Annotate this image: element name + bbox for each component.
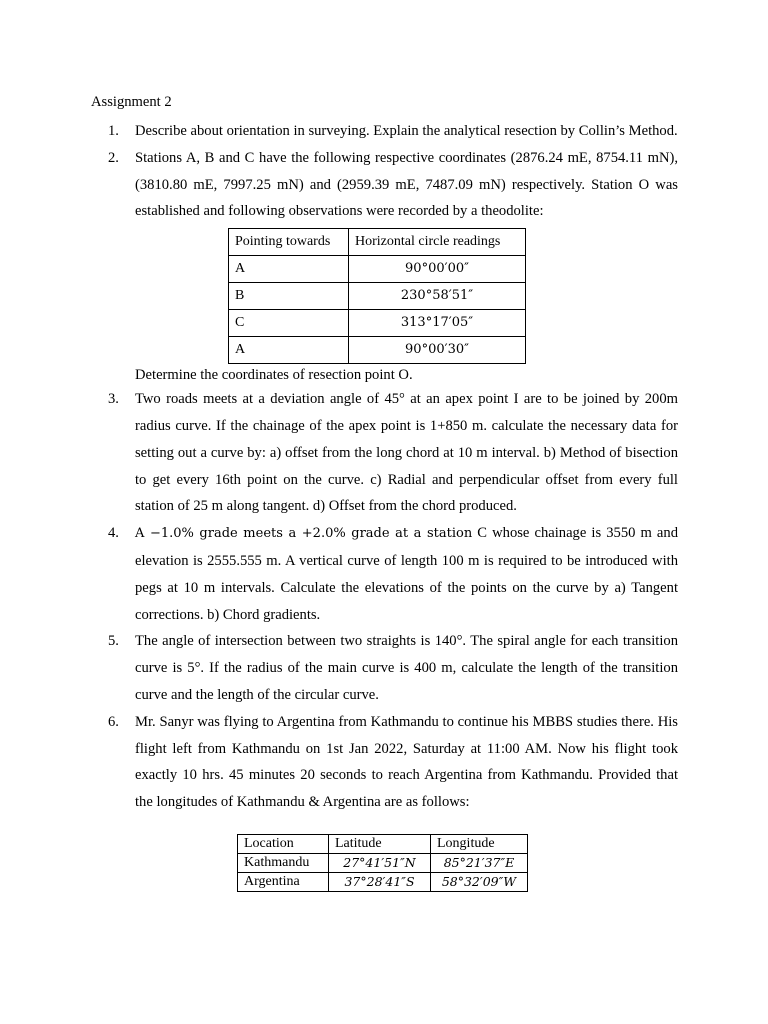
table-row — [229, 283, 526, 310]
table-cell: A — [229, 256, 349, 283]
table-cell: Argentina — [238, 872, 329, 891]
question-text: Stations A, B and C have the following respective coordinates (2876.24 mE, 8754.11 mN), (3810.80 mE, 7997.25 mN) and (2959.39 mE, 7487.09 mN) respectively. Station O was established and following observations were recorded by a theodolite: — [135, 149, 678, 220]
table-header-cell: Horizontal circle readings — [349, 229, 526, 256]
question-3 — [108, 386, 678, 520]
table-header-row — [238, 834, 528, 853]
table-cell: A — [229, 337, 349, 364]
table-cell: 230°58′51″ — [349, 283, 526, 310]
question-number: 1. — [108, 123, 119, 139]
table-cell: 90°00′00″ — [349, 256, 526, 283]
location-table — [237, 834, 528, 892]
question-text: The angle of intersection between two straights is 140°. The spiral angle for each transition curve is 5°. If the radius of the main curve is 400 m, calculate the length of the transition curve and the length of the circular curve. — [135, 633, 678, 703]
table-header-row — [229, 229, 526, 256]
question-4 — [108, 520, 678, 628]
table-cell: Kathmandu — [238, 853, 329, 872]
question-text: Two roads meets at a deviation angle of 45° at an apex point I are to be joined by 200m radius curve. If the chainage of the apex point is 1+850 m. calculate the necessary data for setting out a curve by: a) offset from the long chord at 10 m interval. b) Method of bisection to get every 16th point on the curve. c) Radial and perpendicular offset from every full station of 25 m along tangent. d) Offset from the chord produced. — [135, 391, 678, 515]
grade-math-text: A −1.0% grade meets a +2.0% grade at a station — [135, 526, 473, 542]
question-number: 4. — [108, 525, 119, 542]
question-number: 3. — [108, 391, 119, 408]
table-row — [229, 310, 526, 337]
question-text — [135, 520, 678, 628]
question-2 — [108, 145, 678, 386]
table-cell: 37°28′41″S — [329, 872, 431, 891]
question-number: 5. — [108, 633, 119, 650]
question-text: Describe about orientation in surveying. Explain the analytical resection by Collin’s Method. — [135, 123, 678, 139]
table-row — [229, 256, 526, 283]
table-header-cell: Longitude — [431, 834, 528, 853]
table-header-cell: Location — [238, 834, 329, 853]
question-1 — [108, 118, 678, 145]
table-row — [238, 872, 528, 891]
question-text: Mr. Sanyr was flying to Argentina from Kathmandu to continue his MBBS studies there. His flight left from Kathmandu on 1st Jan 2022, Saturday at 11:00 AM. Now his flight took exactly 10 hrs. 45 minutes 20 seconds to reach Argentina from Kathmandu. Provided that the longitudes of Kathmandu & Argentina are as follows: — [135, 713, 678, 811]
table-row — [229, 337, 526, 364]
question-text-rest: C whose chainage is 3550 m and elevation is 2555.555 m. A vertical curve of length 100 m is required to be introduced with pegs at 10 m intervals. Calculate the elevations of the points on the curve by a) Tangent corrections. b) Chord gradients. — [135, 525, 678, 623]
question-followup-text: Determine the coordinates of resection point O. — [135, 367, 413, 384]
observation-table — [228, 228, 526, 364]
table-cell: 313°17′05″ — [349, 310, 526, 337]
question-5 — [108, 628, 678, 708]
table-header-cell: Pointing towards — [229, 229, 349, 256]
page-title: Assignment 2 — [91, 94, 172, 110]
table-header-cell: Latitude — [329, 834, 431, 853]
table-cell: 85°21′37″E — [431, 853, 528, 872]
question-number: 6. — [108, 713, 119, 730]
question-list — [108, 118, 678, 892]
question-number: 2. — [108, 149, 119, 166]
table-cell: B — [229, 283, 349, 310]
table-cell: 27°41′51″N — [329, 853, 431, 872]
table-cell: 90°00′30″ — [349, 337, 526, 364]
table-cell: 58°32′09″W — [431, 872, 528, 891]
table-cell: C — [229, 310, 349, 337]
table-row — [238, 853, 528, 872]
question-6 — [108, 709, 678, 892]
